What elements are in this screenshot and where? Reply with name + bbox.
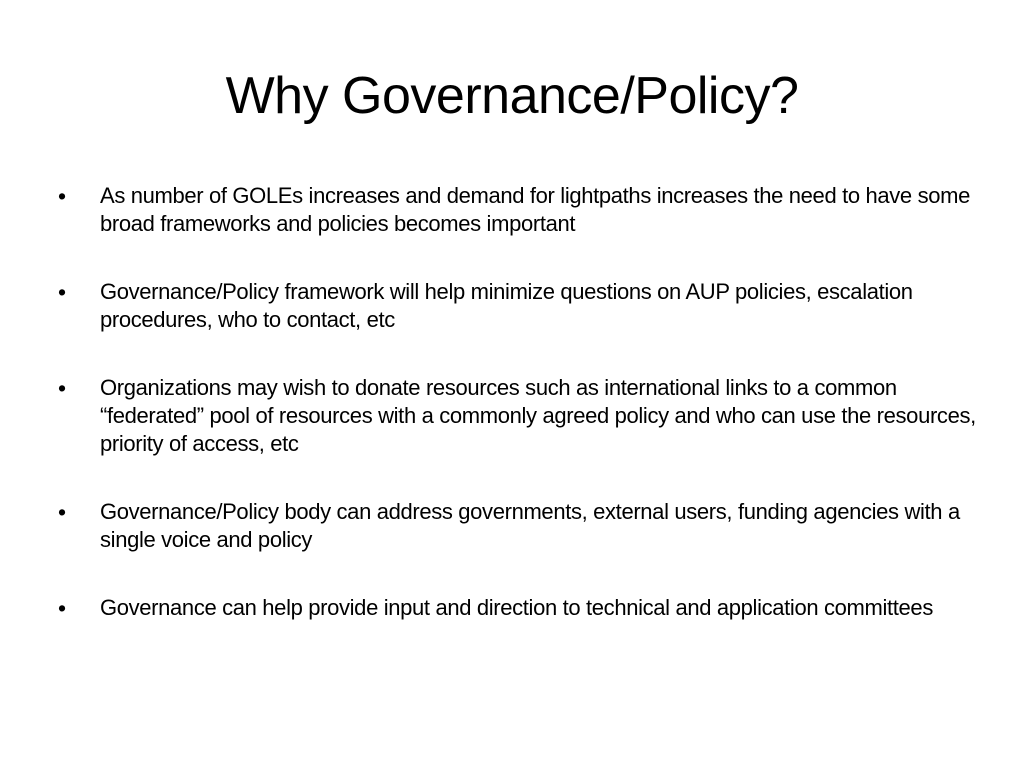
bullet-item xyxy=(58,374,978,458)
bullet-text: Governance can help provide input and direction to technical and application committees xyxy=(100,595,933,620)
bullet-icon: • xyxy=(58,595,67,621)
bullet-icon: • xyxy=(58,183,67,209)
bullet-text: Governance/Policy body can address governments, external users, funding agencies with a single voice and policy xyxy=(100,499,960,552)
bullet-text: Governance/Policy framework will help minimize questions on AUP policies, escalation procedures, who to contact, etc xyxy=(100,279,913,332)
bullet-icon: • xyxy=(58,375,67,401)
bullet-icon: • xyxy=(58,499,67,525)
bullet-text: Organizations may wish to donate resources such as international links to a common “federated” pool of resources with a commonly agreed policy and who can use the resources, priority of access, etc xyxy=(100,375,976,456)
bullet-item xyxy=(58,498,978,554)
bullet-item xyxy=(58,278,978,334)
bullet-list xyxy=(58,182,978,662)
bullet-item xyxy=(58,182,978,238)
bullet-item xyxy=(58,594,978,622)
bullet-icon: • xyxy=(58,279,67,305)
slide-title: Why Governance/Policy? xyxy=(225,67,799,125)
bullet-text: As number of GOLEs increases and demand for lightpaths increases the need to have some broad frameworks and policies becomes important xyxy=(100,183,970,236)
